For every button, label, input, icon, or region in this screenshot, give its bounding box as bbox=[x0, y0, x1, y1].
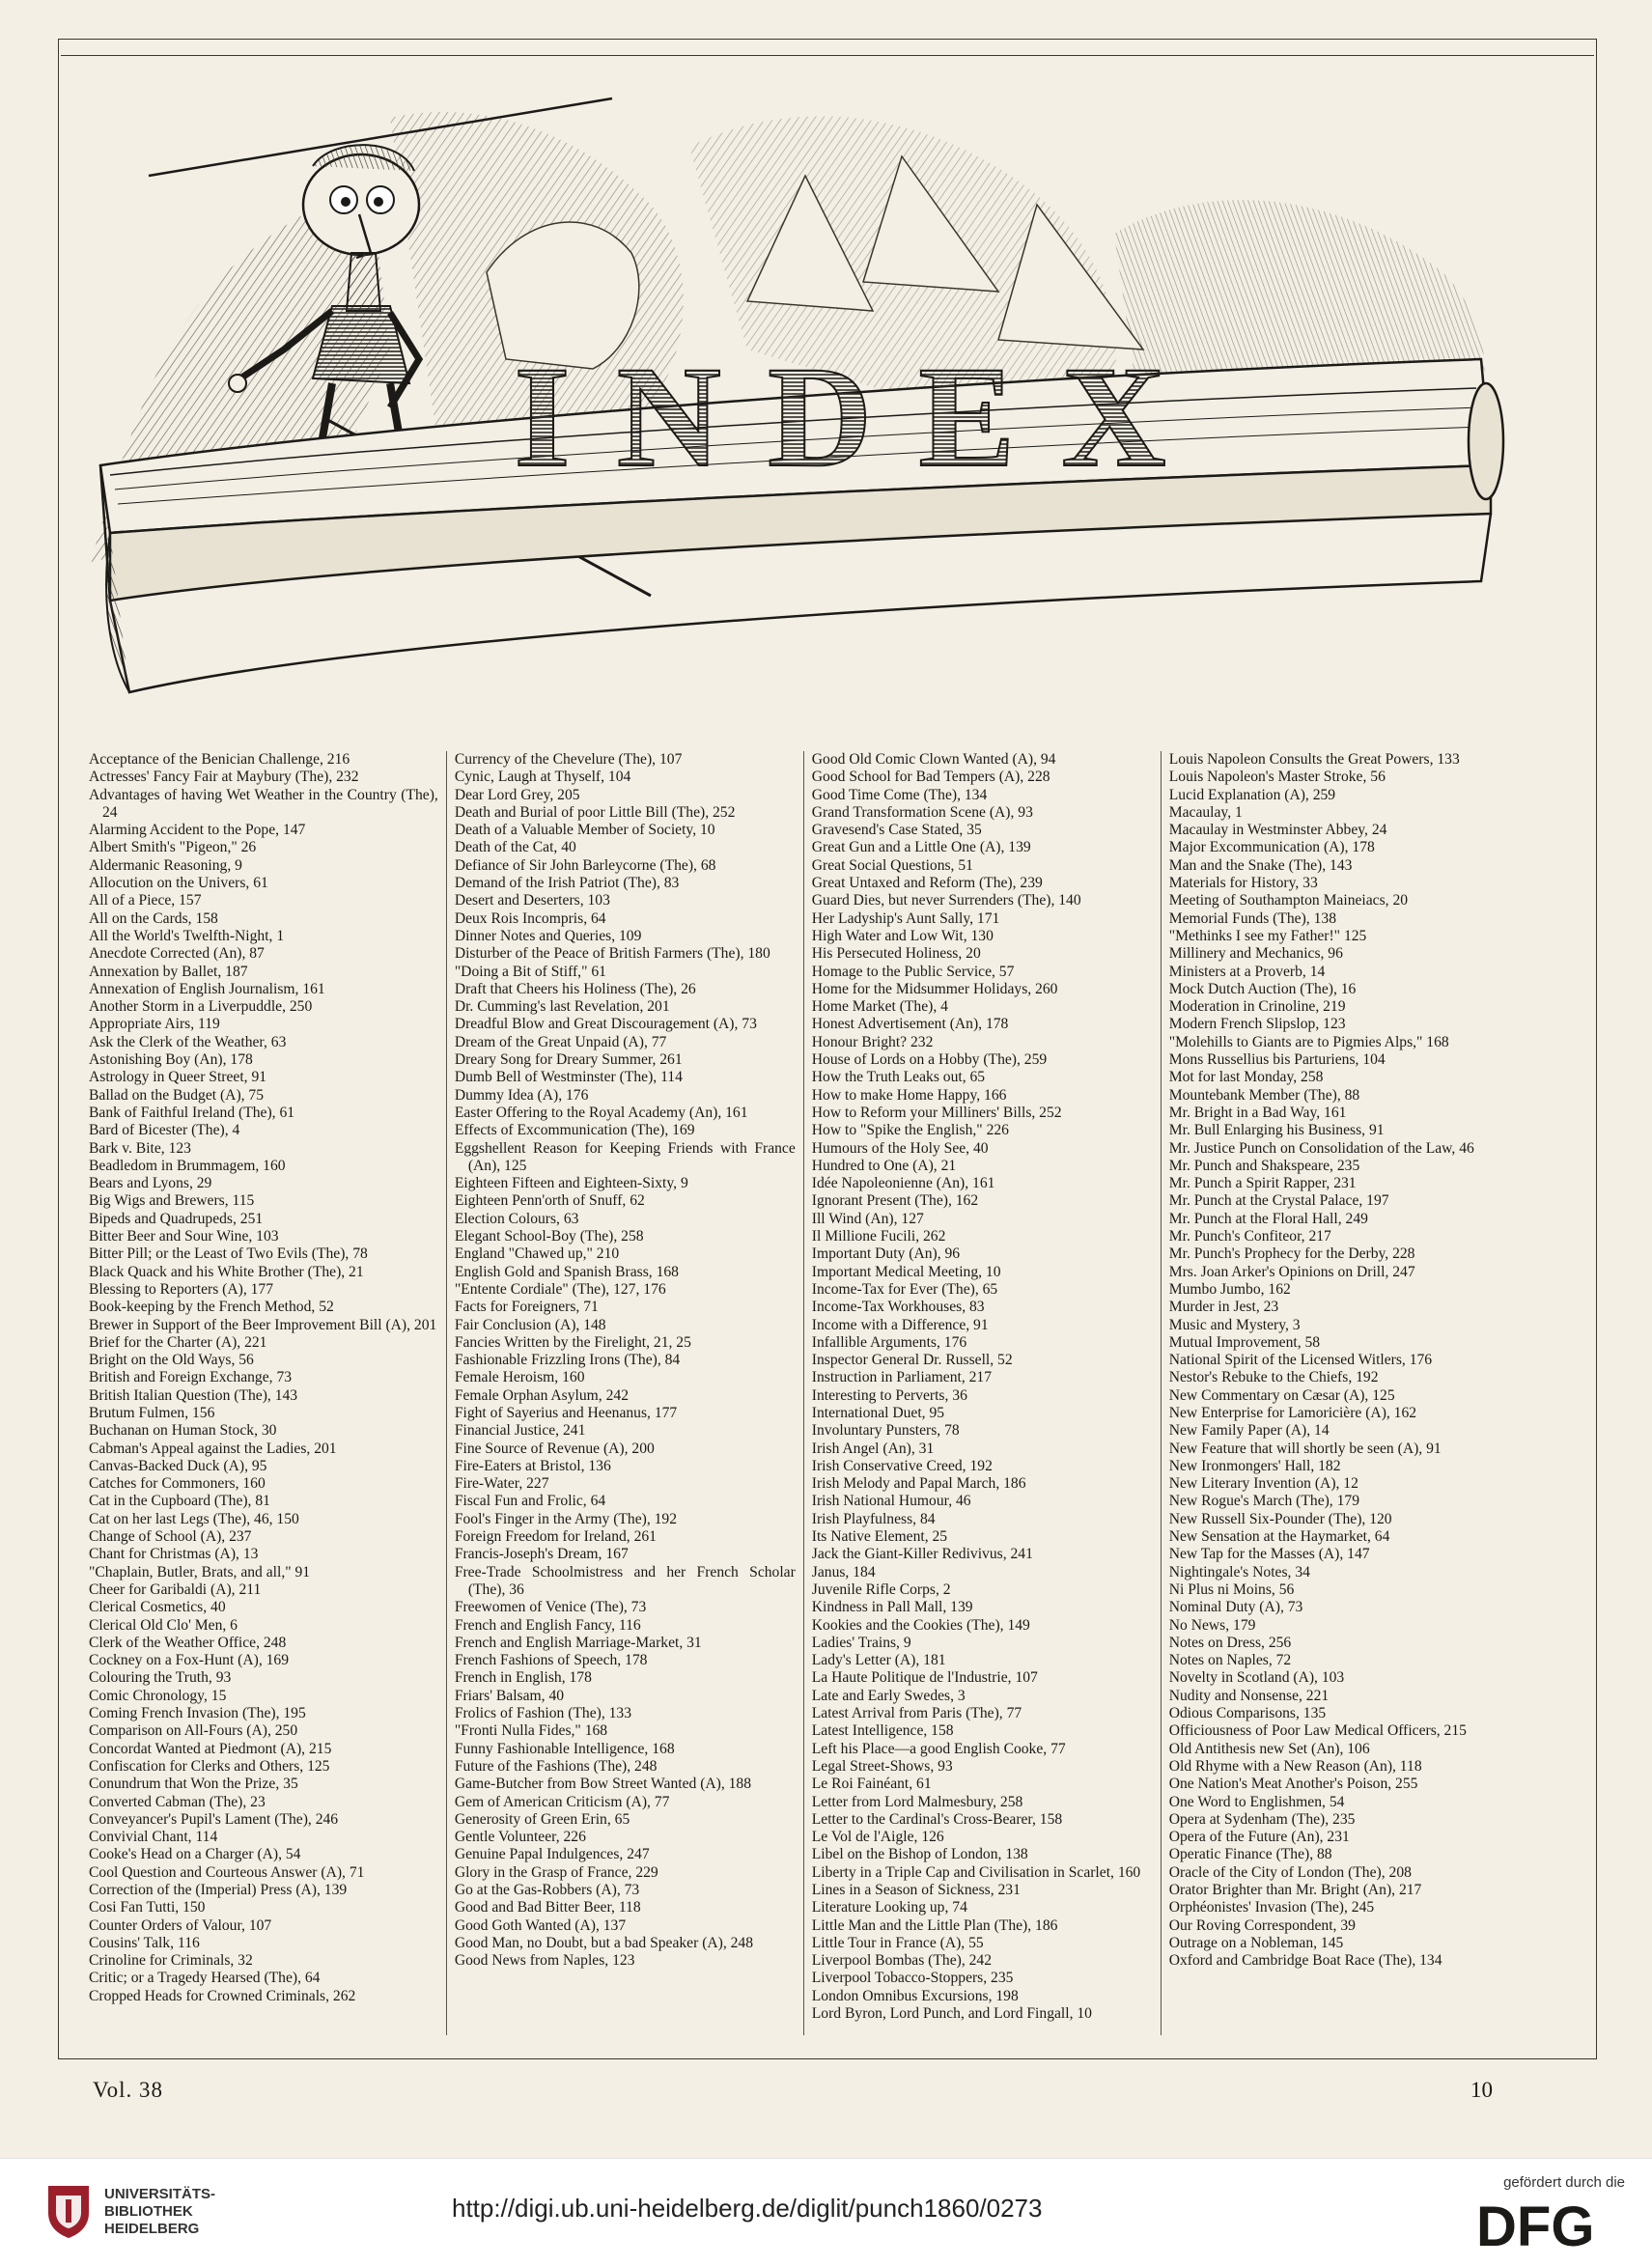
index-entry: Letter to the Cardinal's Cross-Bearer, 158 bbox=[811, 1810, 1063, 1828]
index-entry: Fair Conclusion (A), 148 bbox=[454, 1316, 606, 1333]
index-entry: Effects of Excommunication (The), 169 bbox=[454, 1122, 695, 1139]
index-entry: Good School for Bad Tempers (A), 228 bbox=[811, 769, 1050, 786]
index-column-2 bbox=[446, 751, 803, 2035]
index-entry: Convivial Chant, 114 bbox=[89, 1829, 218, 1846]
index-entry: Liverpool Tobacco-Stoppers, 235 bbox=[811, 1970, 1014, 1987]
index-entry: Demand of the Irish Patriot (The), 83 bbox=[454, 875, 680, 892]
index-entry: Mr. Punch's Confiteor, 217 bbox=[1168, 1228, 1331, 1245]
index-entry: Mr. Bright in a Bad Way, 161 bbox=[1168, 1104, 1347, 1121]
index-entry: Confiscation for Clerks and Others, 125 bbox=[89, 1757, 330, 1775]
index-entry: Facts for Foreigners, 71 bbox=[454, 1299, 599, 1316]
index-entry: New Sensation at the Haymarket, 64 bbox=[1168, 1528, 1390, 1546]
index-entry: Clerical Old Clo' Men, 6 bbox=[89, 1616, 238, 1634]
index-entry: Fancies Written by the Firelight, 21, 25 bbox=[454, 1333, 691, 1351]
index-entry: Hundred to One (A), 21 bbox=[811, 1157, 957, 1174]
viewer-footer-bar bbox=[0, 2158, 1652, 2266]
svg-text:DFG: DFG bbox=[1476, 2197, 1595, 2252]
index-entry: Mr. Justice Punch on Consolidation of the Law, 46 bbox=[1168, 1139, 1474, 1157]
index-entry: Death of a Valuable Member of Society, 10 bbox=[454, 822, 715, 839]
index-entry: Dumb Bell of Westminster (The), 114 bbox=[454, 1069, 683, 1086]
index-entry: Jack the Giant-Killer Redivivus, 241 bbox=[811, 1546, 1033, 1563]
index-entry: Good Old Comic Clown Wanted (A), 94 bbox=[811, 751, 1056, 768]
index-entry: Important Medical Meeting, 10 bbox=[811, 1263, 1001, 1280]
index-entry: Irish Playfulness, 84 bbox=[811, 1510, 936, 1527]
index-entry: Mr. Punch a Spirit Rapper, 231 bbox=[1168, 1175, 1357, 1192]
index-entry: New Rogue's March (The), 179 bbox=[1168, 1493, 1359, 1510]
index-entry: Late and Early Swedes, 3 bbox=[811, 1687, 966, 1704]
funding-note: gefördert durch die bbox=[1503, 2174, 1625, 2191]
index-entry: Nudity and Nonsense, 221 bbox=[1168, 1687, 1330, 1704]
index-entry: Financial Justice, 241 bbox=[454, 1422, 586, 1440]
index-entry: Notes on Naples, 72 bbox=[1168, 1652, 1292, 1669]
index-entry: Colouring the Truth, 93 bbox=[89, 1669, 232, 1687]
index-entry: Nominal Duty (A), 73 bbox=[1168, 1599, 1303, 1616]
index-entry: French Fashions of Speech, 178 bbox=[454, 1652, 648, 1669]
index-entry: Freewomen of Venice (The), 73 bbox=[454, 1599, 647, 1616]
index-entry: Macaulay in Westminster Abbey, 24 bbox=[1168, 822, 1387, 839]
index-entry: Ni Plus ni Moins, 56 bbox=[1168, 1581, 1295, 1598]
index-entry: Clerical Cosmetics, 40 bbox=[89, 1599, 226, 1616]
index-entry: Francis-Joseph's Dream, 167 bbox=[454, 1546, 629, 1563]
index-entry: Modern French Slipslop, 123 bbox=[1168, 1016, 1346, 1033]
index-entry: Alarming Accident to the Pope, 147 bbox=[89, 822, 306, 839]
index-entry: Great Gun and a Little One (A), 139 bbox=[811, 839, 1031, 856]
index-entry: Fight of Sayerius and Heenanus, 177 bbox=[454, 1404, 678, 1421]
index-entry: Converted Cabman (The), 23 bbox=[89, 1793, 266, 1810]
index-entry: Glory in the Grasp of France, 229 bbox=[454, 1863, 658, 1881]
index-entry: Dreary Song for Dreary Summer, 261 bbox=[454, 1051, 683, 1069]
index-entry: High Water and Low Wit, 130 bbox=[811, 927, 994, 944]
index-entry: Old Antithesis new Set (An), 106 bbox=[1168, 1740, 1370, 1757]
index-entry: Little Man and the Little Plan (The), 186 bbox=[811, 1916, 1058, 1934]
index-entry: Big Wigs and Brewers, 115 bbox=[89, 1192, 255, 1210]
index-entry: Il Millione Fucili, 262 bbox=[811, 1228, 946, 1245]
index-entry: New Tap for the Masses (A), 147 bbox=[1168, 1546, 1370, 1563]
index-entry: Income-Tax Workhouses, 83 bbox=[811, 1299, 985, 1316]
index-entry: Cat in the Cupboard (The), 81 bbox=[89, 1493, 270, 1510]
index-entry: Free-Trade Schoolmistress and her French Scholar (The), 36 bbox=[454, 1563, 796, 1598]
index-entry: Mr. Bull Enlarging his Business, 91 bbox=[1168, 1122, 1385, 1139]
index-entry: Materials for History, 33 bbox=[1168, 875, 1318, 892]
index-entry: Cropped Heads for Crowned Criminals, 262 bbox=[89, 1987, 356, 2004]
index-entry: Beadledom in Brummagem, 160 bbox=[89, 1157, 286, 1174]
index-entry: Friars' Balsam, 40 bbox=[454, 1687, 565, 1704]
index-entry: Orphéonistes' Invasion (The), 245 bbox=[1168, 1899, 1375, 1916]
index-entry: Appropriate Airs, 119 bbox=[89, 1016, 220, 1033]
index-entry: Murder in Jest, 23 bbox=[1168, 1299, 1279, 1316]
index-entry: Inspector General Dr. Russell, 52 bbox=[811, 1352, 1013, 1369]
index-entry: Generosity of Green Erin, 65 bbox=[454, 1810, 630, 1828]
index-entry: All of a Piece, 157 bbox=[89, 892, 202, 909]
index-entry: Currency of the Chevelure (The), 107 bbox=[454, 751, 683, 768]
index-entry: Cousins' Talk, 116 bbox=[89, 1934, 200, 1951]
index-entry: Music and Mystery, 3 bbox=[1168, 1316, 1301, 1333]
index-entry: "Molehills to Giants are to Pigmies Alps," 168 bbox=[1168, 1033, 1449, 1050]
index-entry: Ladies' Trains, 9 bbox=[811, 1634, 911, 1651]
index-entry: Ignorant Present (The), 162 bbox=[811, 1192, 979, 1210]
index-entry: Cabman's Appeal against the Ladies, 201 bbox=[89, 1440, 337, 1457]
index-entry: British Italian Question (The), 143 bbox=[89, 1386, 298, 1404]
index-entry: Brutum Fulmen, 156 bbox=[89, 1404, 215, 1421]
index-entry: French and English Marriage-Market, 31 bbox=[454, 1634, 702, 1651]
index-entry: British and Foreign Exchange, 73 bbox=[89, 1369, 293, 1386]
index-entry: Mr. Punch at the Floral Hall, 249 bbox=[1168, 1210, 1368, 1227]
index-entry: Comparison on All-Fours (A), 250 bbox=[89, 1722, 298, 1740]
index-entry: Actresses' Fancy Fair at Maybury (The), 232 bbox=[89, 769, 359, 786]
index-entry: All the World's Twelfth-Night, 1 bbox=[89, 927, 285, 944]
index-entry: Lady's Letter (A), 181 bbox=[811, 1652, 946, 1669]
index-entry: Elegant School-Boy (The), 258 bbox=[454, 1228, 644, 1245]
index-entry: Defiance of Sir John Barleycorne (The), 68 bbox=[454, 856, 716, 874]
index-entry: Honest Advertisement (An), 178 bbox=[811, 1016, 1009, 1033]
index-entry: "Fronti Nulla Fides," 168 bbox=[454, 1722, 608, 1740]
index-entry: How to make Home Happy, 166 bbox=[811, 1086, 1007, 1104]
index-entry: Lines in a Season of Sickness, 231 bbox=[811, 1882, 1021, 1898]
index-entry: Genuine Papal Indulgences, 247 bbox=[454, 1846, 650, 1863]
index-entry: Funny Fashionable Intelligence, 168 bbox=[454, 1740, 675, 1757]
index-entry: Eighteen Fifteen and Eighteen-Sixty, 9 bbox=[454, 1175, 688, 1192]
index-entry: Good News from Naples, 123 bbox=[454, 1952, 635, 1970]
index-entry: Gem of American Criticism (A), 77 bbox=[454, 1793, 670, 1810]
index-entry: Mountebank Member (The), 88 bbox=[1168, 1086, 1360, 1104]
index-entry: Irish National Humour, 46 bbox=[811, 1493, 971, 1510]
index-entry: Lucid Explanation (A), 259 bbox=[1168, 786, 1336, 803]
index-entry: Memorial Funds (The), 138 bbox=[1168, 909, 1336, 927]
index-entry: Female Orphan Asylum, 242 bbox=[454, 1386, 629, 1404]
index-entry: Income with a Difference, 91 bbox=[811, 1316, 989, 1333]
index-entry: Annexation by Ballet, 187 bbox=[89, 963, 248, 980]
index-entry: House of Lords on a Hobby (The), 259 bbox=[811, 1051, 1048, 1069]
index-entry: Major Excommunication (A), 178 bbox=[1168, 839, 1375, 856]
index-entry: Astrology in Queer Street, 91 bbox=[89, 1069, 267, 1086]
index-entry: One Word to Englishmen, 54 bbox=[1168, 1793, 1345, 1810]
index-entry: Ill Wind (An), 127 bbox=[811, 1210, 924, 1227]
index-entry: Officiousness of Poor Law Medical Officers, 215 bbox=[1168, 1722, 1467, 1740]
index-entry: Book-keeping by the French Method, 52 bbox=[89, 1299, 334, 1316]
index-entry: Mrs. Joan Arker's Opinions on Drill, 247 bbox=[1168, 1263, 1415, 1280]
index-entry: Mot for last Monday, 258 bbox=[1168, 1069, 1324, 1086]
index-entry: Bank of Faithful Ireland (The), 61 bbox=[89, 1104, 295, 1121]
index-entry: Le Roi Fainéant, 61 bbox=[811, 1776, 932, 1793]
index-column-3 bbox=[803, 751, 1161, 2035]
index-entry: Eggshellent Reason for Keeping Friends with France (An), 125 bbox=[454, 1139, 796, 1174]
index-entry: Disturber of the Peace of British Farmers (The), 180 bbox=[454, 945, 770, 963]
index-entry: Concordat Wanted at Piedmont (A), 215 bbox=[89, 1740, 332, 1757]
index-entry: Mock Dutch Auction (The), 16 bbox=[1168, 980, 1357, 997]
index-entry: Kindness in Pall Mall, 139 bbox=[811, 1599, 973, 1616]
index-entry: Novelty in Scotland (A), 103 bbox=[1168, 1669, 1345, 1687]
index-entry: Mr. Punch and Shakspeare, 235 bbox=[1168, 1157, 1360, 1174]
index-entry: Infallible Arguments, 176 bbox=[811, 1333, 967, 1351]
index-entry: Easter Offering to the Royal Academy (An), 161 bbox=[454, 1104, 748, 1121]
index-entry: Man and the Snake (The), 143 bbox=[1168, 856, 1353, 874]
index-entry: Conundrum that Won the Prize, 35 bbox=[89, 1776, 298, 1793]
index-entry: Lord Byron, Lord Punch, and Lord Fingall, 10 bbox=[811, 2005, 1092, 2023]
index-entry: Chant for Christmas (A), 13 bbox=[89, 1546, 259, 1563]
index-entry: Correction of the (Imperial) Press (A), 139 bbox=[89, 1882, 348, 1898]
index-entry: New Family Paper (A), 14 bbox=[1168, 1422, 1330, 1440]
index-entry: Game-Butcher from Bow Street Wanted (A), 188 bbox=[454, 1776, 752, 1793]
index-entry: Ministers at a Proverb, 14 bbox=[1168, 963, 1326, 980]
index-entry: Bitter Pill; or the Least of Two Evils (The), 78 bbox=[89, 1245, 368, 1263]
index-entry: Dr. Cumming's last Revelation, 201 bbox=[454, 998, 670, 1016]
index-entry: Opera at Sydenham (The), 235 bbox=[1168, 1810, 1356, 1828]
index-entry: Cockney on a Fox-Hunt (A), 169 bbox=[89, 1652, 290, 1669]
index-entry: Mumbo Jumbo, 162 bbox=[1168, 1280, 1291, 1298]
index-entry: Little Tour in France (A), 55 bbox=[811, 1934, 984, 1951]
index-entry: "Doing a Bit of Stiff," 61 bbox=[454, 963, 606, 980]
index-entry: Good Man, no Doubt, but a bad Speaker (A), 248 bbox=[454, 1934, 754, 1951]
index-entry: Left his Place—a good English Cooke, 77 bbox=[811, 1740, 1066, 1757]
index-entry: Latest Intelligence, 158 bbox=[811, 1722, 954, 1740]
page-footer bbox=[93, 2078, 1493, 2107]
index-entry: Irish Conservative Creed, 192 bbox=[811, 1457, 993, 1474]
index-entry: French in English, 178 bbox=[454, 1669, 592, 1687]
index-entry: Its Native Element, 25 bbox=[811, 1528, 948, 1546]
index-entry: Irish Angel (An), 31 bbox=[811, 1440, 935, 1457]
index-entry: New Ironmongers' Hall, 182 bbox=[1168, 1457, 1341, 1474]
index-entry: Canvas-Backed Duck (A), 95 bbox=[89, 1457, 267, 1474]
index-entry: Grand Transformation Scene (A), 93 bbox=[811, 803, 1033, 821]
index-entry: Desert and Deserters, 103 bbox=[454, 892, 610, 909]
index-entry: Letter from Lord Malmesbury, 258 bbox=[811, 1793, 1023, 1810]
index-entry: Kookies and the Cookies (The), 149 bbox=[811, 1616, 1030, 1634]
index-entry: Involuntary Punsters, 78 bbox=[811, 1422, 960, 1440]
index-entry: Libel on the Bishop of London, 138 bbox=[811, 1846, 1028, 1863]
index-entry: Fire-Eaters at Bristol, 136 bbox=[454, 1457, 611, 1474]
index-illustration bbox=[71, 60, 1516, 736]
index-entry: Mons Russellius bis Parturiens, 104 bbox=[1168, 1051, 1386, 1069]
index-entry: Brewer in Support of the Beer Improvement Bill (A), 201 bbox=[89, 1316, 437, 1333]
index-entry: Instruction in Parliament, 217 bbox=[811, 1369, 993, 1386]
index-entry: Income-Tax for Ever (The), 65 bbox=[811, 1280, 998, 1298]
index-entry: Good Time Come (The), 134 bbox=[811, 786, 988, 803]
index-entry: Home Market (The), 4 bbox=[811, 998, 948, 1016]
index-entry: Bears and Lyons, 29 bbox=[89, 1175, 212, 1192]
index-entry: How the Truth Leaks out, 65 bbox=[811, 1069, 986, 1086]
index-entry: Advantages of having Wet Weather in the Country (The), 24 bbox=[89, 786, 438, 821]
index-entry: Draft that Cheers his Holiness (The), 26 bbox=[454, 980, 696, 997]
index-entry: Foreign Freedom for Ireland, 261 bbox=[454, 1528, 657, 1546]
index-entry: Fiscal Fun and Frolic, 64 bbox=[454, 1493, 606, 1510]
index-entry: Juvenile Rifle Corps, 2 bbox=[811, 1581, 951, 1598]
index-entry: Deux Rois Incompris, 64 bbox=[454, 909, 606, 927]
index-entry: Cool Question and Courteous Answer (A), 71 bbox=[89, 1863, 365, 1881]
index-entry: Good and Bad Bitter Beer, 118 bbox=[454, 1899, 641, 1916]
index-entry: Bark v. Bite, 123 bbox=[89, 1139, 191, 1157]
index-entry: New Commentary on Cæsar (A), 125 bbox=[1168, 1386, 1395, 1404]
index-entry: Irish Melody and Papal March, 186 bbox=[811, 1475, 1026, 1493]
index-entry: Allocution on the Univers, 61 bbox=[89, 875, 268, 892]
index-entry: "Methinks I see my Father!" 125 bbox=[1168, 927, 1367, 944]
index-entry: Ask the Clerk of the Weather, 63 bbox=[89, 1033, 287, 1050]
index-entry: Fool's Finger in the Army (The), 192 bbox=[454, 1510, 678, 1527]
index-entry: Her Ladyship's Aunt Sally, 171 bbox=[811, 909, 1000, 927]
index-entry: One Nation's Meat Another's Poison, 255 bbox=[1168, 1776, 1418, 1793]
index-entry: Nestor's Rebuke to the Chiefs, 192 bbox=[1168, 1369, 1379, 1386]
index-entry: How to Reform your Milliners' Bills, 252 bbox=[811, 1104, 1062, 1121]
index-entry: No News, 179 bbox=[1168, 1616, 1256, 1634]
index-entry: Cat on her last Legs (The), 46, 150 bbox=[89, 1510, 299, 1527]
index-entry: Le Vol de l'Aigle, 126 bbox=[811, 1829, 944, 1846]
index-entry: French and English Fancy, 116 bbox=[454, 1616, 641, 1634]
index-entry: Latest Arrival from Paris (The), 77 bbox=[811, 1705, 1022, 1722]
index-entry: Odious Comparisons, 135 bbox=[1168, 1705, 1327, 1722]
index-entry: Macaulay, 1 bbox=[1168, 803, 1243, 821]
index-entry: Bright on the Old Ways, 56 bbox=[89, 1352, 254, 1369]
index-entry: Critic; or a Tragedy Hearsed (The), 64 bbox=[89, 1970, 321, 1987]
index-entry: Outrage on a Nobleman, 145 bbox=[1168, 1934, 1344, 1951]
index-entry: Catches for Commoners, 160 bbox=[89, 1475, 266, 1493]
index-entry: Another Storm in a Liverpuddle, 250 bbox=[89, 998, 313, 1016]
index-entry: Bitter Beer and Sour Wine, 103 bbox=[89, 1228, 279, 1245]
index-entry: Liberty in a Triple Cap and Civilisation in Scarlet, 160 bbox=[811, 1863, 1141, 1881]
index-entry: Good Goth Wanted (A), 137 bbox=[454, 1916, 627, 1934]
index-entry: Dinner Notes and Queries, 109 bbox=[454, 927, 642, 944]
index-entry: Literature Looking up, 74 bbox=[811, 1899, 967, 1916]
index-entry: Astonishing Boy (An), 178 bbox=[89, 1051, 253, 1069]
index-entry: Gentle Volunteer, 226 bbox=[454, 1829, 586, 1846]
index-entry: His Persecuted Holiness, 20 bbox=[811, 945, 981, 963]
index-entry: Blessing to Reporters (A), 177 bbox=[89, 1280, 274, 1298]
index-entry: Go at the Gas-Robbers (A), 73 bbox=[454, 1882, 640, 1898]
index-entry: Annexation of English Journalism, 161 bbox=[89, 980, 325, 997]
index-entry: Nightingale's Notes, 34 bbox=[1168, 1563, 1310, 1581]
index-entry: New Literary Invention (A), 12 bbox=[1168, 1475, 1358, 1493]
index-entry: Home for the Midsummer Holidays, 260 bbox=[811, 980, 1058, 997]
index-entry: Guard Dies, but never Surrenders (The), 140 bbox=[811, 892, 1081, 909]
index-entry: International Duet, 95 bbox=[811, 1404, 945, 1421]
index-entry: Bipeds and Quadrupeds, 251 bbox=[89, 1210, 264, 1227]
index-entry: Albert Smith's "Pigeon," 26 bbox=[89, 839, 257, 856]
index-entry: Idée Napoleonienne (An), 161 bbox=[811, 1175, 995, 1192]
index-entry: Coming French Invasion (The), 195 bbox=[89, 1705, 306, 1722]
index-entry: Interesting to Perverts, 36 bbox=[811, 1386, 967, 1404]
index-entry: Black Quack and his White Brother (The), 21 bbox=[89, 1263, 364, 1280]
index-entry: Election Colours, 63 bbox=[454, 1210, 579, 1227]
index-entry: "Entente Cordiale" (The), 127, 176 bbox=[454, 1280, 666, 1298]
index-entry: Moderation in Crinoline, 219 bbox=[1168, 998, 1346, 1016]
index-entry: Dear Lord Grey, 205 bbox=[454, 786, 580, 803]
index-entry: Honour Bright? 232 bbox=[811, 1033, 934, 1050]
index-entry: Orator Brighter than Mr. Bright (An), 217 bbox=[1168, 1882, 1422, 1898]
index-entry: English Gold and Spanish Brass, 168 bbox=[454, 1263, 679, 1280]
index-entry: Great Untaxed and Reform (The), 239 bbox=[811, 875, 1043, 892]
index-entry: Gravesend's Case Stated, 35 bbox=[811, 822, 982, 839]
index-entry: La Haute Politique de l'Industrie, 107 bbox=[811, 1669, 1038, 1687]
index-column-1 bbox=[89, 751, 446, 2035]
index-entry: Mr. Punch at the Crystal Palace, 197 bbox=[1168, 1192, 1389, 1210]
index-entry: Clerk of the Weather Office, 248 bbox=[89, 1634, 287, 1651]
index-entry: Buchanan on Human Stock, 30 bbox=[89, 1422, 277, 1440]
library-name: UNIVERSITÄTS- BIBLIOTHEK HEIDELBERG bbox=[104, 2186, 216, 2237]
index-entry: England "Chawed up," 210 bbox=[454, 1245, 620, 1263]
index-entry: Eighteen Penn'orth of Snuff, 62 bbox=[454, 1192, 645, 1210]
index-entry: Comic Chronology, 15 bbox=[89, 1687, 227, 1704]
index-entry: London Omnibus Excursions, 198 bbox=[811, 1987, 1019, 2004]
index-entry: "Chaplain, Butler, Brats, and all," 91 bbox=[89, 1563, 311, 1581]
index-entry: Great Social Questions, 51 bbox=[811, 856, 973, 874]
index-entry: All on the Cards, 158 bbox=[89, 909, 218, 927]
index-entry: Notes on Dress, 256 bbox=[1168, 1634, 1292, 1651]
index-entry: Legal Street-Shows, 93 bbox=[811, 1757, 953, 1775]
index-entry: Dream of the Great Unpaid (A), 77 bbox=[454, 1033, 667, 1050]
index-entry: Janus, 184 bbox=[811, 1563, 876, 1581]
index-entry: Meeting of Southampton Maineiacs, 20 bbox=[1168, 892, 1409, 909]
index-entry: Opera of the Future (An), 231 bbox=[1168, 1829, 1350, 1846]
index-banner-text: INDEX bbox=[514, 337, 1213, 497]
index-entry: Important Duty (An), 96 bbox=[811, 1245, 961, 1263]
index-entry: New Feature that will shortly be seen (A), 91 bbox=[1168, 1440, 1442, 1457]
index-entry: Humours of the Holy See, 40 bbox=[811, 1139, 989, 1157]
index-entry: Liverpool Bombas (The), 242 bbox=[811, 1952, 993, 1970]
index-entry: How to "Spike the English," 226 bbox=[811, 1122, 1009, 1139]
volume-label: Vol. 38 bbox=[93, 2078, 164, 2102]
index-entry: Homage to the Public Service, 57 bbox=[811, 963, 1015, 980]
index-entry: Dreadful Blow and Great Discouragement (A), 73 bbox=[454, 1016, 757, 1033]
index-entry: Acceptance of the Benician Challenge, 216 bbox=[89, 751, 350, 768]
index-entry: Louis Napoleon's Master Stroke, 56 bbox=[1168, 769, 1386, 786]
index-entry: New Russell Six-Pounder (The), 120 bbox=[1168, 1510, 1392, 1527]
index-columns bbox=[89, 751, 1495, 2035]
index-entry: Louis Napoleon Consults the Great Powers, 133 bbox=[1168, 751, 1460, 768]
index-entry: Change of School (A), 237 bbox=[89, 1528, 252, 1546]
index-entry: Fine Source of Revenue (A), 200 bbox=[454, 1440, 655, 1457]
page-number: 10 bbox=[1470, 2078, 1493, 2102]
dfg-logo bbox=[1476, 2197, 1621, 2252]
index-entry: Anecdote Corrected (An), 87 bbox=[89, 945, 265, 963]
index-entry: Cooke's Head on a Charger (A), 54 bbox=[89, 1846, 301, 1863]
index-entry: Aldermanic Reasoning, 9 bbox=[89, 856, 242, 874]
index-entry: Frolics of Fashion (The), 133 bbox=[454, 1705, 632, 1722]
index-entry: Ballad on the Budget (A), 75 bbox=[89, 1086, 265, 1104]
index-entry: Fashionable Frizzling Irons (The), 84 bbox=[454, 1352, 681, 1369]
index-entry: Future of the Fashions (The), 248 bbox=[454, 1757, 658, 1775]
index-entry: Mr. Punch's Prophecy for the Derby, 228 bbox=[1168, 1245, 1415, 1263]
index-entry: Oracle of the City of London (The), 208 bbox=[1168, 1863, 1412, 1881]
index-entry: Old Rhyme with a New Reason (An), 118 bbox=[1168, 1757, 1422, 1775]
index-entry: Death and Burial of poor Little Bill (The), 252 bbox=[454, 803, 736, 821]
university-seal-icon bbox=[44, 2180, 93, 2240]
index-entry: Dummy Idea (A), 176 bbox=[454, 1086, 589, 1104]
index-entry: Our Roving Correspondent, 39 bbox=[1168, 1916, 1356, 1934]
permalink-url[interactable]: http://digi.ub.uni-heidelberg.de/diglit/punch1860/0273 bbox=[452, 2194, 1043, 2223]
index-entry: National Spirit of the Licensed Witlers, 176 bbox=[1168, 1352, 1433, 1369]
index-entry: Mutual Improvement, 58 bbox=[1168, 1333, 1321, 1351]
index-column-4 bbox=[1161, 751, 1495, 2035]
index-entry: Crinoline for Criminals, 32 bbox=[89, 1952, 253, 1970]
index-entry: Bard of Bicester (The), 4 bbox=[89, 1122, 240, 1139]
index-entry: Cynic, Laugh at Thyself, 104 bbox=[454, 769, 631, 786]
index-entry: Female Heroism, 160 bbox=[454, 1369, 585, 1386]
index-entry: Brief for the Charter (A), 221 bbox=[89, 1333, 267, 1351]
index-entry: Cheer for Garibaldi (A), 211 bbox=[89, 1581, 262, 1598]
index-entry: Counter Orders of Valour, 107 bbox=[89, 1916, 272, 1934]
index-entry: Death of the Cat, 40 bbox=[454, 839, 576, 856]
index-entry: Fire-Water, 227 bbox=[454, 1475, 549, 1493]
index-entry: Oxford and Cambridge Boat Race (The), 134 bbox=[1168, 1952, 1442, 1970]
index-entry: New Enterprise for Lamoricière (A), 162 bbox=[1168, 1404, 1417, 1421]
index-entry: Cosi Fan Tutti, 150 bbox=[89, 1899, 206, 1916]
index-entry: Millinery and Mechanics, 96 bbox=[1168, 945, 1343, 963]
index-entry: Conveyancer's Pupil's Lament (The), 246 bbox=[89, 1810, 339, 1828]
index-entry: Operatic Finance (The), 88 bbox=[1168, 1846, 1332, 1863]
